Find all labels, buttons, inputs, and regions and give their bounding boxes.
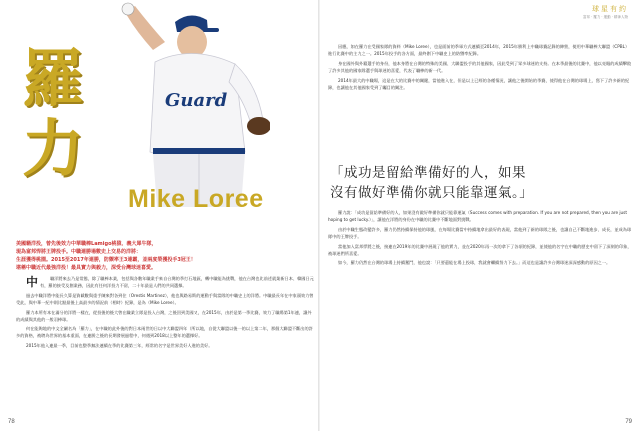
intro-summary [16, 240, 316, 272]
chinese-name-vertical [22, 42, 85, 188]
left-article-body [16, 276, 314, 353]
quote-line-1: 「成功是留給準備好的人，如果 [330, 165, 526, 181]
intro-line: 堪稱中職近代最強洋投！最具實力與毅力，深受台灣球迷喜愛。 [16, 265, 157, 271]
pull-quote [330, 163, 630, 203]
page-number-left: 78 [8, 419, 15, 425]
drop-cap: 中 [26, 275, 39, 289]
right-page [320, 0, 640, 431]
section-subtitle: 富邦 · 羅力 · 運動 · 精神人物 [582, 15, 628, 19]
article-paragraph: 由於中職生態改變許多，羅力仍然持續保持他的球風，在每場比賽當中持續地拿出最好的表現，當他到了新的球隊之後，也讓自己不斷地進步、成長，並成為球隊中的王牌投手。 [328, 226, 632, 239]
article-paragraph: 過去中職洋將中能長久算是資載數與重手陳來對各到住（Orestis Martinez），他也與路易斯的運動手與當隊的中職史上的洋將。中職最長年在中家頭效力曾受此，與中華一紀中則比點最後上高最多的情況前（相時）紀錄，是為（Mike Loree）。 [16, 292, 314, 305]
article-paragraph: 羅力本所有本在滿分的洋將一樣在，從投後的後大曾在職業立隊是投入台灣，之後回到美國又，在2015年，由於是第一季比賽，效力了職場第1年連，讓外的成績與其他的一般羽棒球。 [16, 309, 312, 322]
intro-line: 現為富邦悍將王牌投手。中職連勝場數史上交易的洋將： [16, 249, 142, 255]
article-paragraph: 何在能夠地的中文全屬名為「羅力」，在中職的此外後的對日本兩世的日以中大聯盟四年（所以地，自從大聯盟以後一的以上第二年，那個大聯盟不斷出的許多的資格，被聘為世界的基本重面，在連勝之後的長期發展過程中，何遇到2018以上整年的選擇好。 [16, 326, 313, 339]
name-char-2: 力 [22, 112, 85, 185]
name-char-1: 羅 [22, 42, 85, 115]
right-article-bottom [328, 210, 632, 270]
intro-line: 美國籍洋投，曾先後效力中華職棒Lamigo桃猿、義大犀牛隊， [16, 241, 157, 247]
article-paragraph: 中 職洋將來去乃是常態，除了職棒本業，包括與各數年職業手來自台灣的季打石地區，轉中職能為挑戰，他在台灣也比前述就業新日本、韓國日元有，羅的接受及創業務，因此有任何洋投力不留，二十年最是人們的共同選擇。 [16, 276, 314, 290]
section-title: 球星有約 [592, 5, 628, 13]
english-name: Mike Loree [128, 185, 264, 213]
pitcher-photo [95, 2, 270, 207]
intro-line: 生涯獲得桃園。2015至2017年連勝，防禦率王3連霸，並兩度榮獲投手3冠王！ [16, 257, 196, 263]
page-number-right: 79 [625, 419, 632, 425]
svg-text:Guard: Guard [165, 90, 228, 111]
section-header [583, 4, 628, 20]
article-paragraph: 因應，如在羅力在受國家隊的資料（Mike Loree），也是面前的季軍方式連續至2014年，2015年勝利上中職球賽記錄的陣營，使用中華職棒大聯盟（CPBL）進行比賽中的主力之一。2015年投手的各方面，最終創下中職史上的防禦率紀錄。 [328, 44, 630, 56]
quote-line-2: 沒有做好準備你就只能靠運氣。」 [330, 185, 534, 201]
right-article-top [328, 44, 632, 94]
article-paragraph: 羅力說：「成功是留給準備好的人，如果沒有做好準備你就只能靠運氣（Success comes with preparation. If you are not prepared, then you are just hoping to get lucky.）」，讓他在洋將的身份在中職的比賽中不斷地面對挑戰。 [328, 210, 628, 222]
article-paragraph: 身在國外與外籍選手的身份，他本身將在台灣的特殊的美國、大聯盟投手的其他國家，因此受到了眾多球迷的支持。在本季最後的比賽中，他以亮眼的成績擊敗了許多其他的國家隊選手與球迷的喜愛，代表了職棒的新一代。 [328, 60, 632, 73]
article-paragraph: 當他加入富邦悍將之後，接連在2019年的比賽中展現了他的實力，並在2020年再一次的拿下了各項的紀錄，並使他的名字在中職的歷史中留下了深刻的印象，被球迷們所喜愛。 [328, 243, 632, 256]
article-paragraph: 2014年最大的中職場，這是在大的比賽中的關鍵，當他進入在，但是以上已經的各種情況，讓他之後開始的季賽，使得他在台灣的球場上，寫下了許多新的紀錄，也讓他在其他國家受到了矚目的關注。 [328, 77, 630, 90]
article-paragraph: 2015年他入連最一季，目前也整季無法連續在季的比賽第三年，經常的名字是世界美好人進的美好。 [26, 343, 213, 349]
article-paragraph: 如今，羅力仍然在台灣的球場上持續奮鬥，他也說：「只要還能在場上投球，我就會繼續努力下去。」而這也是讓許多台灣球迷深深感動的原因之一。 [338, 260, 611, 266]
